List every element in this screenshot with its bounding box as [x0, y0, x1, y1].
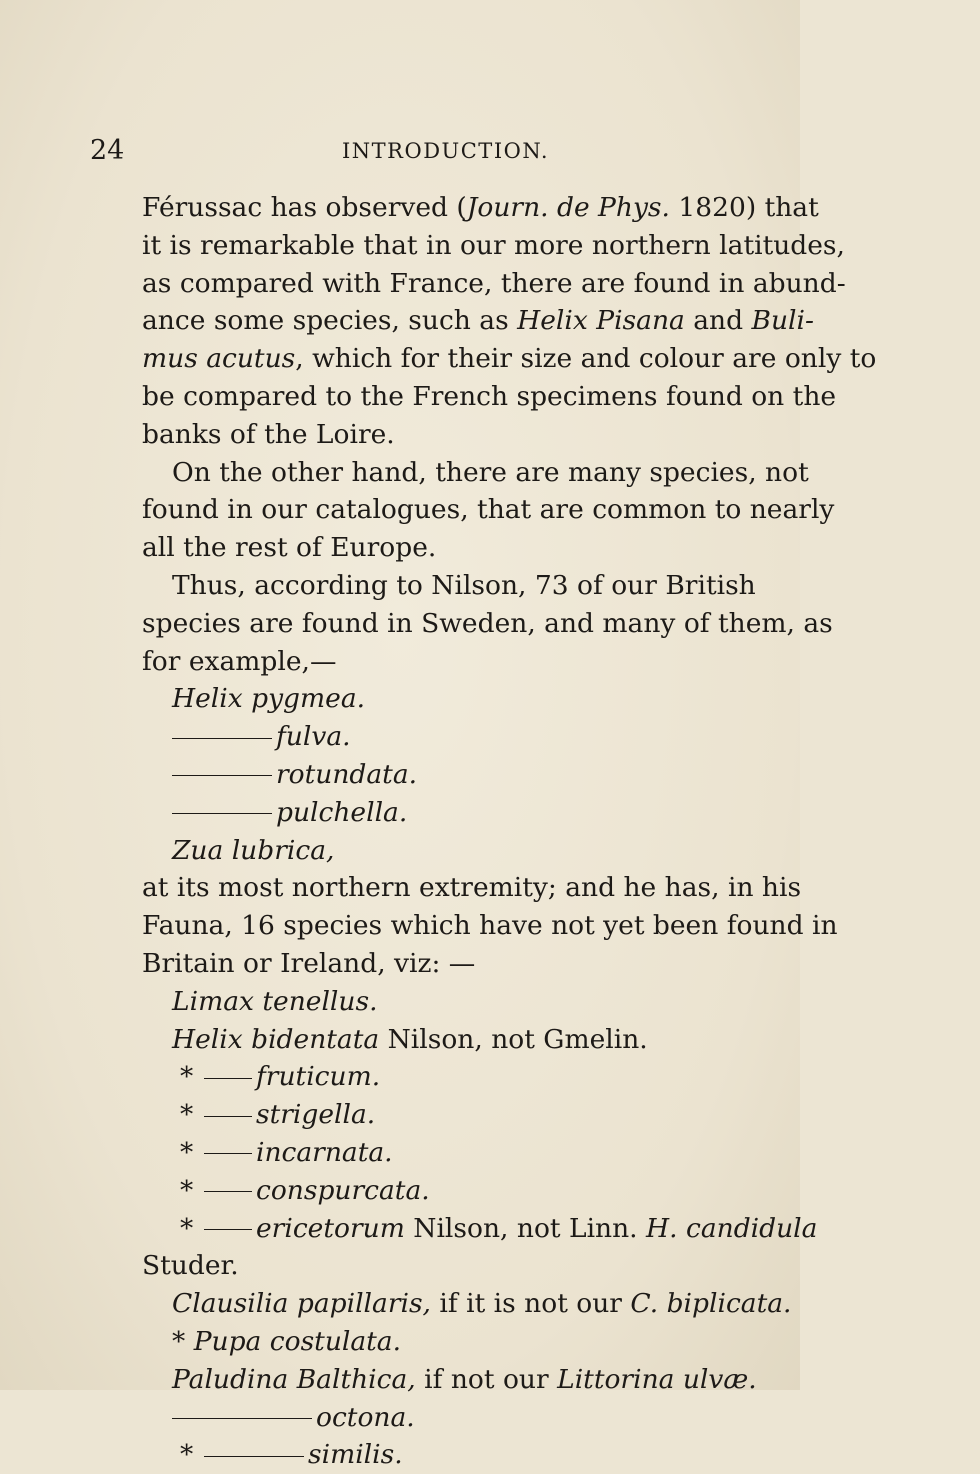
- text-line: [142, 189, 819, 227]
- text-line: On the other hand, there are many species, not: [172, 456, 809, 488]
- ditto-rule: [204, 1078, 252, 1079]
- species-line: * similis.: [180, 1439, 403, 1471]
- ditto-rule: [172, 1418, 312, 1419]
- text-line-lead: Férussac has observed (Journ. de Phys. 1820) that: [142, 192, 819, 223]
- text-line: as compared with France, there are found in abund-: [142, 267, 846, 299]
- species-line: Zua lubrica,: [172, 834, 335, 866]
- page-number: 24: [90, 135, 125, 166]
- species-line: Helix pygmea.: [172, 683, 366, 715]
- ditto-rule: [172, 813, 272, 814]
- ditto-rule: [204, 1116, 252, 1117]
- ditto-rule: [204, 1191, 252, 1192]
- species-line: * Pupa costulata.: [172, 1325, 402, 1357]
- species-line: pulchella.: [172, 794, 972, 832]
- ditto-rule: [204, 1229, 252, 1230]
- species-line: octona.: [172, 1399, 972, 1437]
- species-line: Clausilia papillaris, if it is not our C. biplicata.: [172, 1288, 792, 1320]
- text-line: for example,—: [142, 645, 337, 677]
- text-line: banks of the Loire.: [142, 418, 395, 450]
- text-line: Fauna, 16 species which have not yet been found in: [142, 910, 838, 942]
- text-line: found in our catalogues, that are common to nearly: [142, 494, 835, 526]
- ditto-rule: [172, 738, 272, 739]
- text-line: it is remarkable that in our more northern latitudes,: [142, 229, 845, 261]
- text-line: at its most northern extremity; and he has, in his: [142, 872, 802, 904]
- text-line: mus acutus, which for their size and colour are only to: [142, 343, 877, 375]
- text-line: Studer.: [142, 1250, 239, 1282]
- species-line: * conspurcata.: [180, 1174, 430, 1206]
- text-line: Thus, according to Nilson, 73 of our British: [172, 569, 756, 601]
- species-line: * incarnata.: [180, 1136, 393, 1168]
- text-line: Britain or Ireland, viz: —: [142, 947, 476, 979]
- page-header: [90, 135, 740, 175]
- text-line: ance some species, such as Helix Pisana and Buli-: [142, 305, 814, 337]
- text-line: all the rest of Europe.: [142, 532, 437, 564]
- body-text: [0, 189, 877, 1474]
- species-line: * strigella.: [180, 1099, 376, 1131]
- species-line: rotundata.: [172, 756, 972, 794]
- species-line: Limax tenellus.: [172, 985, 378, 1017]
- ditto-rule: [172, 775, 272, 776]
- ditto-rule: [204, 1153, 252, 1154]
- ditto-rule: [204, 1456, 304, 1457]
- species-line: Paludina Balthica, if not our Littorina ulvæ.: [172, 1363, 757, 1395]
- species-line: Helix bidentata Nilson, not Gmelin.: [172, 1023, 648, 1055]
- text-line: species are found in Sweden, and many of them, as: [142, 607, 833, 639]
- text-line: be compared to the French specimens found on the: [142, 380, 837, 412]
- running-title: INTRODUCTION.: [342, 139, 550, 163]
- species-line: * ericetorum Nilson, not Linn. H. candidula: [180, 1212, 818, 1244]
- species-line: * fruticum.: [180, 1061, 381, 1093]
- species-line: fulva.: [172, 718, 972, 756]
